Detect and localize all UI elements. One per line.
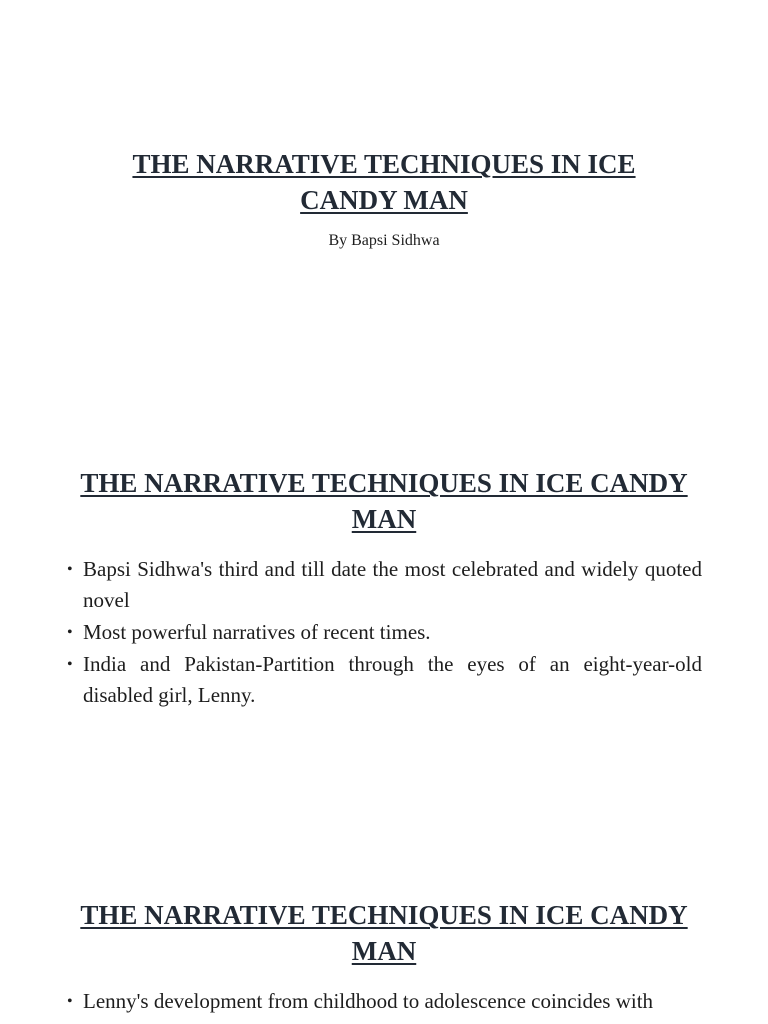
bullet-text: Bapsi Sidhwa's third and till date the most celebrated and widely quoted novel [83,557,702,612]
bullet-item [66,554,702,616]
bullet-item [66,986,702,1017]
bullet-icon: • [67,656,73,673]
bullet-text: India and Pakistan-Partition through the eyes of an eight-year-old disabled girl, Lenny. [83,652,702,707]
slide-2-title: THE NARRATIVE TECHNIQUES IN ICE CANDY MAN [80,468,688,534]
bullet-text: Most powerful narratives of recent times. [83,620,431,644]
bullet-icon: • [67,993,73,1010]
slide-2 [0,384,768,768]
slide-2-bullet-list [66,554,702,712]
author-subtitle: By Bapsi Sidhwa [328,232,440,249]
bullet-text: Lenny's development from childhood to adolescence coincides with [83,989,654,1013]
slide-3-title: THE NARRATIVE TECHNIQUES IN ICE CANDY MAN [80,900,688,966]
title-slide [0,0,768,384]
bullet-item [66,649,702,711]
slide-3 [0,768,768,1024]
slide-3-bullet-list [66,986,702,1018]
bullet-icon: • [67,561,73,578]
bullet-item [66,617,702,648]
bullet-icon: • [67,624,73,641]
main-title: THE NARRATIVE TECHNIQUES IN ICE CANDY MAN [132,149,636,215]
